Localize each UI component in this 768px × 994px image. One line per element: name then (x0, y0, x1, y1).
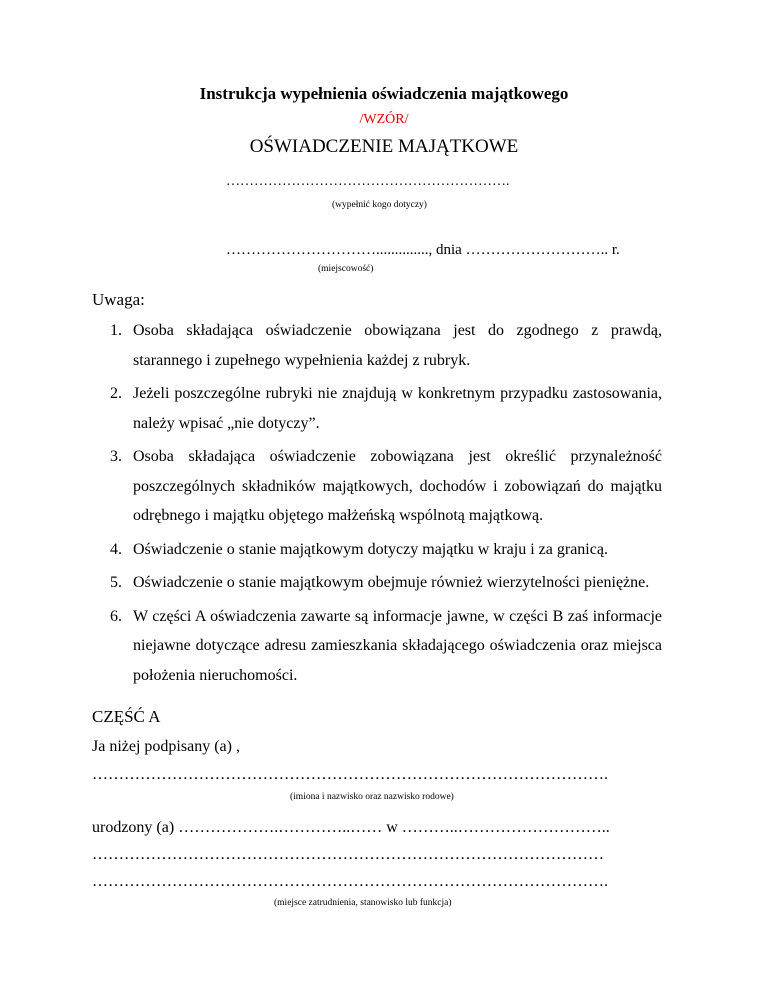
job-caption: (miejsce zatrudnienia, stanowisko lub funkcja) (274, 898, 452, 908)
notes-list (110, 316, 662, 694)
note-number: 6. (110, 607, 122, 625)
place-date-line: ………………………….............., dnia ……………………….. r. (226, 242, 620, 258)
note-text: Osoba składająca oświadczenie obowiązana jest do zgodnego z prawdą, starannego i zupełnego wypełnienia każdej z rubryk. (133, 322, 662, 369)
note-number: 3. (110, 448, 122, 465)
note-text: Jeżeli poszczególne rubryki nie znajdują w konkretnym przypadku zastosowania, należy wpisać „nie dotyczy”. (133, 385, 662, 432)
note-item (110, 568, 662, 598)
note-text: Oświadczenie o stanie majątkowym dotyczy majątku w kraju i za granicą. (133, 540, 608, 558)
note-number: 4. (110, 540, 122, 558)
note-item (110, 316, 662, 375)
note-item (110, 442, 662, 531)
note-text: W części A oświadczenia zawarte są informacje jawne, w części B zaś informacje niejawne dotyczące adresu zamieszkania składającego oświadczenia oraz miejsca położenia nieruchomości. (133, 607, 662, 684)
note-item (110, 602, 662, 691)
note-item (110, 379, 662, 438)
note-item (110, 535, 662, 565)
who-fill-line: ……………………………………………………. (226, 174, 510, 189)
part-a-heading: CZĘŚĆ A (92, 707, 161, 726)
notes-label: Uwaga: (92, 290, 145, 309)
birth-fill-line: urodzony (a) ……………….…………..…… w ………..……………………….. (92, 819, 610, 836)
job-fill-line-1: …………………………………………………………………………………… (92, 846, 604, 863)
form-heading: OŚWIADCZENIE MAJĄTKOWE (249, 136, 519, 157)
note-number: 2. (110, 385, 122, 402)
note-text: Osoba składająca oświadczenie zobowiązana jest określić przynależność poszczególnych składników majątkowych, dochodów i zobowiązań do majątku odrębnego i majątku objętego małżeńską wspólnotą majątkową. (133, 448, 662, 524)
note-number: 1. (110, 322, 122, 339)
job-fill-line-2: ……………………………………………………………………………………. (92, 873, 608, 890)
note-number: 5. (110, 574, 122, 591)
names-fill-line: ……………………………………………………………………………………. (92, 766, 608, 783)
document-title: Instrukcja wypełnienia oświadczenia majątkowego (199, 84, 569, 103)
names-caption: (imiona i nazwisko oraz nazwisko rodowe) (290, 792, 454, 802)
signed-statement: Ja niżej podpisany (a) , (92, 738, 240, 755)
place-caption: (miejscowość) (318, 264, 374, 274)
who-caption: (wypełnić kogo dotyczy) (332, 200, 427, 210)
note-text: Oświadczenie o stanie majątkowym obejmuje również wierzytelności pieniężne. (133, 574, 650, 591)
template-marker: /WZÓR/ (359, 112, 409, 127)
